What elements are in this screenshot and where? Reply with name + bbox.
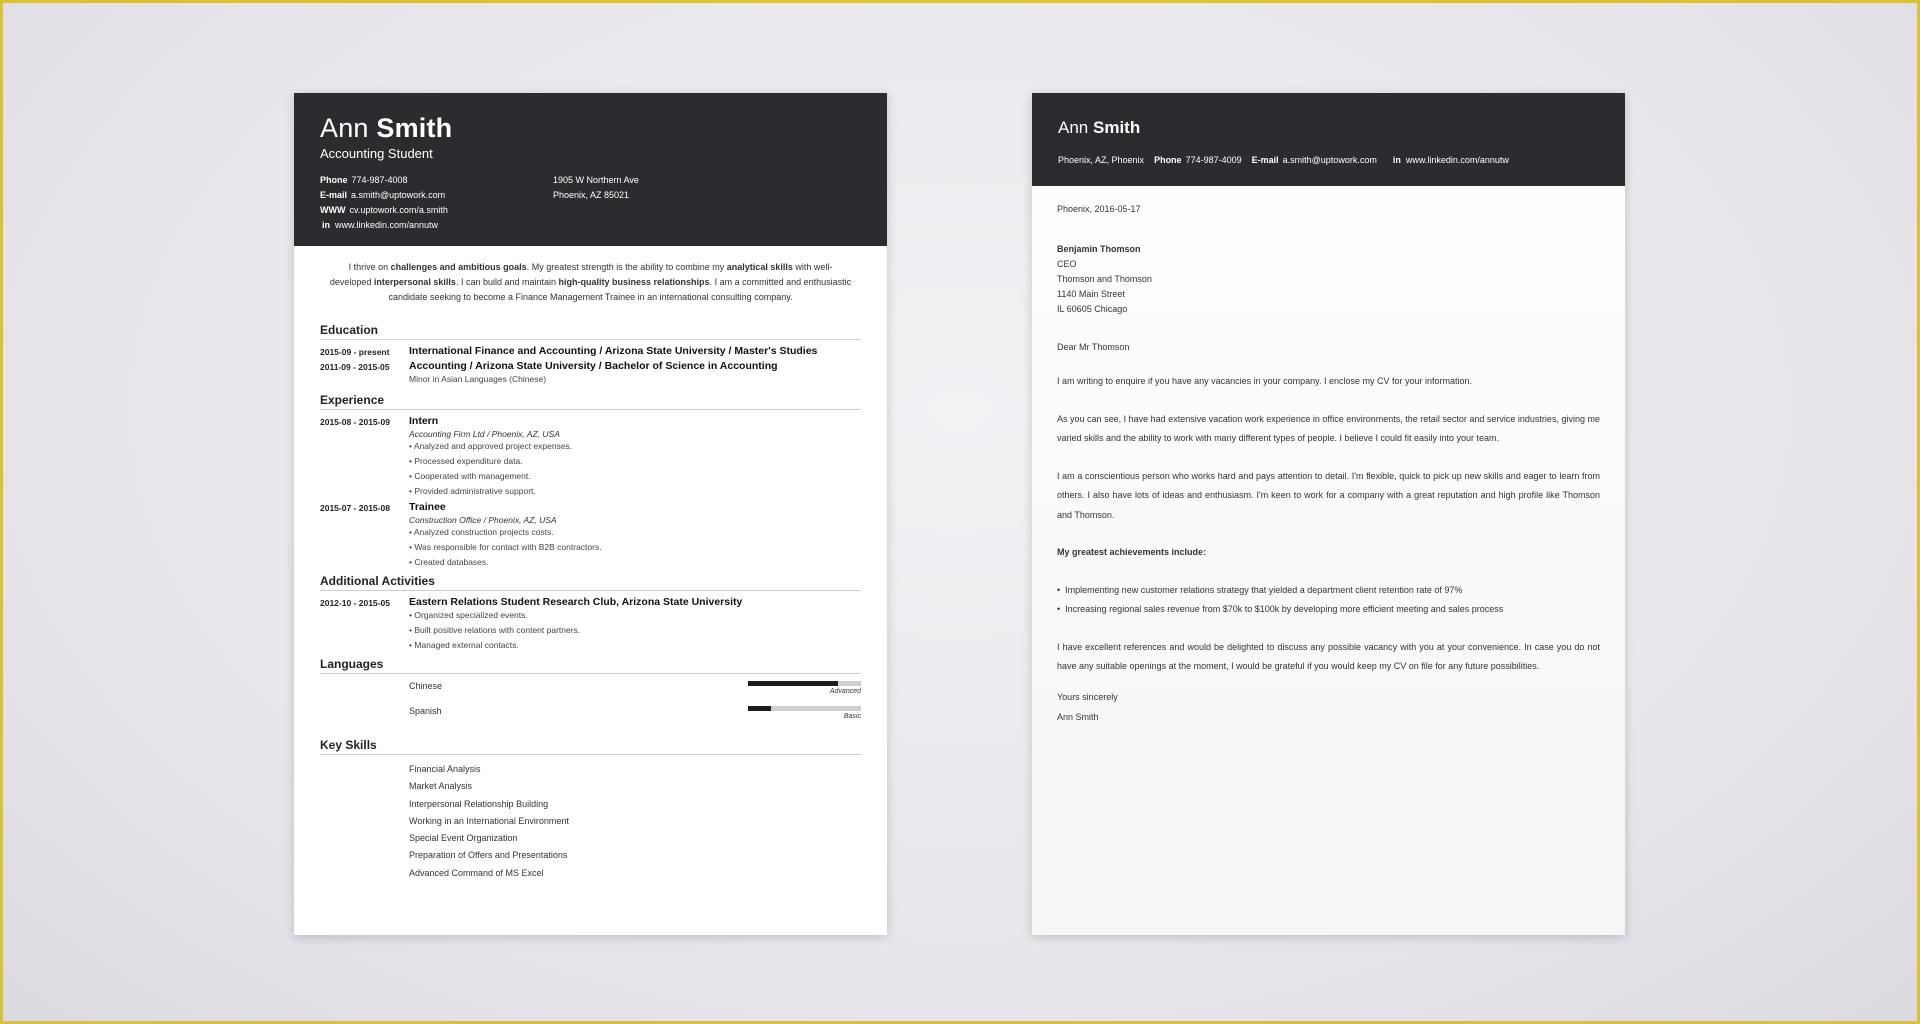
letter-header <box>1032 93 1625 186</box>
entry-title: Intern <box>409 415 439 427</box>
language-entry <box>320 681 861 699</box>
summary-text: . I am a committed and enthusiastic candidate seeking to become a Finance Management Trainee in an international consulting company. <box>388 277 852 302</box>
education-entry <box>320 345 861 357</box>
address-line: 1905 W Northern Ave <box>553 175 639 185</box>
contact-phone <box>320 173 448 188</box>
resume-title: Accounting Student <box>320 146 433 161</box>
section-title-activities: Additional Activities <box>320 574 861 591</box>
recipient-line: Thomson and Thomson <box>1057 274 1152 284</box>
skill-item: Financial Analysis <box>409 764 481 774</box>
letter-name <box>1058 118 1599 138</box>
letter-phone <box>1154 155 1242 165</box>
letter-contacts <box>1058 155 1509 165</box>
contact-label: E-mail <box>320 190 348 200</box>
section-title-experience: Experience <box>320 393 861 410</box>
entry-date: 2011-09 - 2015-05 <box>320 362 390 372</box>
summary-bold: analytical skills <box>726 262 793 272</box>
letter-date: Phoenix, 2016-05-17 <box>1057 204 1141 214</box>
linkedin-icon: in <box>322 220 330 230</box>
letter-body <box>1032 186 1625 745</box>
skill-item: Preparation of Offers and Presentations <box>409 850 568 861</box>
entry-date: 2015-07 - 2015-08 <box>320 503 390 513</box>
resume-page <box>294 93 887 935</box>
recipient-line: CEO <box>1057 259 1077 269</box>
last-name: Smith <box>1092 118 1141 137</box>
resume-header <box>294 93 887 246</box>
entry-bullet: • Cooperated with management. <box>409 471 531 481</box>
cover-letter-page <box>1032 93 1625 935</box>
entry-date: 2015-08 - 2015-09 <box>320 417 390 427</box>
entry-bullet: • Created databases. <box>409 557 489 567</box>
skill-item: Working in an International Environment <box>409 815 569 826</box>
letter-location: Phoenix, AZ, Phoenix <box>1058 155 1145 165</box>
contact-linkedin <box>320 218 448 233</box>
entry-bullet: • Was responsible for contact with B2B contractors. <box>409 542 602 552</box>
language-level-bar <box>748 706 861 711</box>
entry-bullet: • Managed external contacts. <box>409 640 519 650</box>
linkedin-icon: in <box>1392 155 1401 165</box>
contact-value: a.smith@uptowork.com <box>351 190 446 200</box>
resume-summary <box>294 246 887 305</box>
section-title-education: Education <box>320 323 861 340</box>
section-title-skills: Key Skills <box>320 738 861 755</box>
achievement-text: Implementing new customer relations strategy that yielded a department client retention rate of 97% <box>1065 584 1463 595</box>
recipient-name: Benjamin Thomson <box>1057 244 1141 254</box>
activity-entry <box>320 596 861 653</box>
contact-email <box>320 188 448 203</box>
entry-title: Accounting / Arizona State University / Bachelor of Science in Accounting <box>409 360 778 372</box>
letter-salutation: Dear Mr Thomson <box>1057 342 1130 352</box>
contact-value: 774-987-4009 <box>1185 155 1242 165</box>
language-level: Advanced <box>829 688 861 695</box>
entry-bullet: • Built positive relations with content partners. <box>409 625 581 635</box>
closing-text: Yours sincerely <box>1057 691 1118 702</box>
contact-label: E-mail <box>1251 155 1279 165</box>
letter-paragraph: I am a conscientious person who works hard and pays attention to detail. I'm flexible, quick to pick up new skills and eager to learn from others. I also have lots of ideas and enthusiasm. I'm keen to work for a company with a great reputation and high profile like Thomson and Thomson. <box>1057 470 1600 520</box>
contact-value: www.linkedin.com/annutw <box>335 220 439 230</box>
first-name: Ann <box>320 113 369 143</box>
language-name: Chinese <box>409 681 443 691</box>
address-line: Phoenix, AZ 85021 <box>553 190 630 200</box>
letter-paragraph: I have excellent references and would be delighted to discuss any possible vacancy with you at your convenience. In case you do not have any suitable openings at the moment, I would be grateful if you would keep my CV on file for any future possibilities. <box>1057 641 1600 671</box>
language-entry <box>320 706 861 724</box>
summary-text: . My greatest strength is the ability to combine my <box>526 262 727 272</box>
skills-list <box>409 761 861 882</box>
skill-item: Market Analysis <box>409 781 473 792</box>
summary-bold: challenges and ambitious goals <box>390 262 527 272</box>
achievements-list <box>1057 581 1600 620</box>
letter-paragraph: I am writing to enquire if you have any vacancies in your company. I enclose my CV for your information. <box>1057 376 1473 386</box>
resume-name <box>320 113 861 144</box>
resume-body <box>294 323 887 882</box>
letter-closing <box>1057 687 1600 727</box>
letter-paragraph: As you can see, I have had extensive vacation work experience in office environments, the retail sector and service industries, giving me varied skills and the ability to work with many different types of people. I believe I could fit easily into your team. <box>1057 413 1600 443</box>
achievement-text: Increasing regional sales revenue from $70k to $100k by developing more efficient meeting and sales process <box>1065 604 1504 614</box>
contact-value: www.linkedin.com/annutw <box>1405 155 1509 165</box>
language-level-bar <box>748 681 861 686</box>
recipient-line: IL 60605 Chicago <box>1057 304 1128 314</box>
contact-label: Phone <box>320 175 348 185</box>
skill-item: Interpersonal Relationship Building <box>409 798 549 809</box>
entry-note: Minor in Asian Languages (Chinese) <box>409 374 547 384</box>
contact-value: a.smith@uptowork.com <box>1282 155 1377 165</box>
resume-contacts <box>320 173 448 233</box>
letter-linkedin <box>1387 155 1509 165</box>
contact-value: cv.uptowork.com/a.smith <box>349 205 448 215</box>
letter-recipient <box>1057 242 1600 317</box>
entry-title: Trainee <box>409 501 446 513</box>
summary-text: with well-developed <box>329 262 833 287</box>
resume-address <box>553 173 639 203</box>
achievement-item: • Implementing new customer relations strategy that yielded a department client retention rate of 97% <box>1057 584 1463 595</box>
signature-name: Ann Smith <box>1057 711 1099 722</box>
education-entry <box>320 360 861 384</box>
skill-item: Advanced Command of MS Excel <box>409 867 544 878</box>
contact-label: Phone <box>1154 155 1182 165</box>
achievement-item: • Increasing regional sales revenue from $70k to $100k by developing more efficient meeting and sales process <box>1057 604 1504 614</box>
contact-value: 774-987-4008 <box>351 175 408 185</box>
skill-item: Special Event Organization <box>409 833 518 844</box>
contact-www <box>320 203 448 218</box>
entry-bullet: • Provided administrative support. <box>409 486 536 496</box>
entry-date: 2012-10 - 2015-05 <box>320 598 390 608</box>
entry-company: Construction Office / Phoenix, AZ, USA <box>409 515 557 525</box>
language-level-fill <box>748 706 771 711</box>
language-level: Basic <box>843 713 861 720</box>
entry-bullet: • Analyzed construction projects costs. <box>409 527 554 537</box>
language-name: Spanish <box>409 706 442 716</box>
entry-bullet: • Organized specialized events. <box>409 610 528 620</box>
experience-entry <box>320 501 861 570</box>
achievements-title: My greatest achievements include: <box>1057 547 1207 557</box>
entry-bullet: • Processed expenditure data. <box>409 456 523 466</box>
summary-bold: interpersonal skills <box>373 277 456 287</box>
last-name: Smith <box>376 113 453 143</box>
entry-title: Eastern Relations Student Research Club, Arizona State University <box>409 596 743 608</box>
entry-company: Accounting Firm Ltd / Phoenix, AZ, USA <box>409 429 560 439</box>
entry-title: International Finance and Accounting / Arizona State University / Master's Studies <box>409 345 818 357</box>
recipient-line: 1140 Main Street <box>1057 289 1125 299</box>
language-level-fill <box>748 681 838 686</box>
summary-text: I thrive on <box>348 262 391 272</box>
entry-bullet: • Analyzed and approved project expenses. <box>409 441 573 451</box>
summary-text: . I can build and maintain <box>455 277 559 287</box>
experience-entry <box>320 415 861 499</box>
entry-date: 2015-09 - present <box>320 347 390 357</box>
contact-label: WWW <box>320 205 346 215</box>
section-title-languages: Languages <box>320 657 861 674</box>
summary-bold: high-quality business relationships <box>558 277 710 287</box>
first-name: Ann <box>1058 118 1089 137</box>
letter-email <box>1252 155 1377 165</box>
